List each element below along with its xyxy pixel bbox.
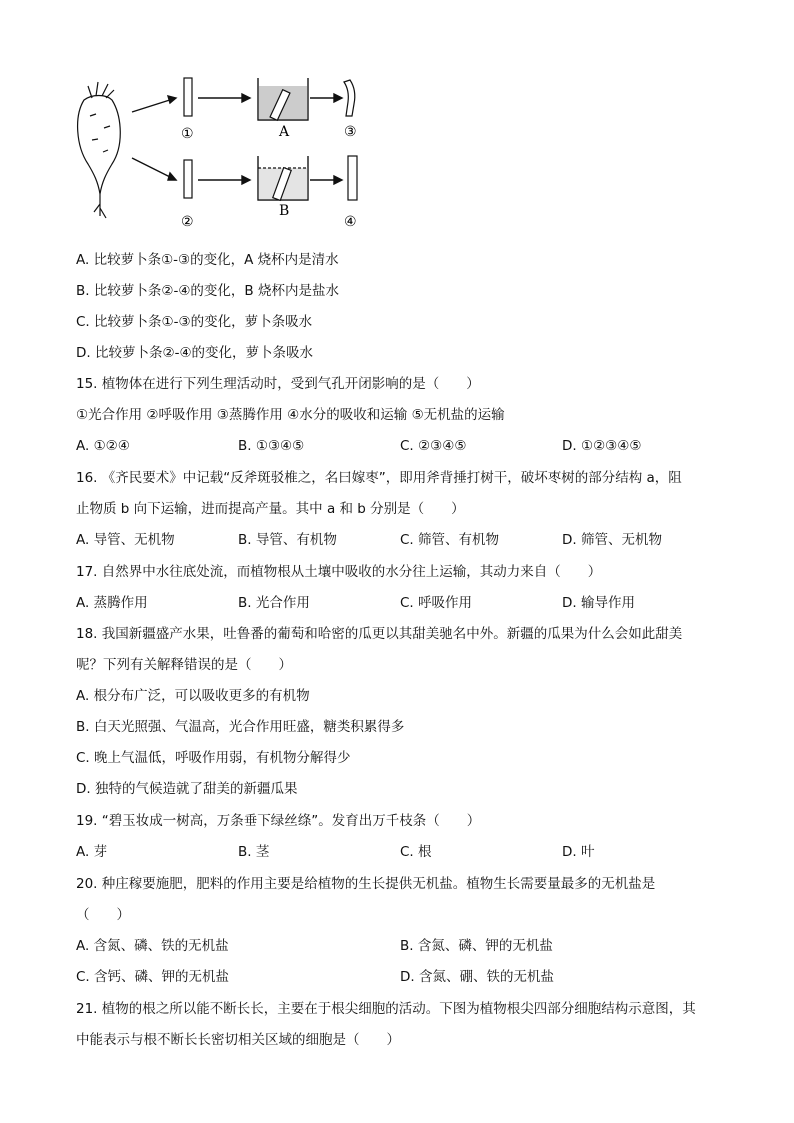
q19-option-d: D. 叶	[562, 844, 595, 860]
q20-stem-1: 20. 种庄稼要施肥，肥料的作用主要是给植物的生长提供无机盐。植物生长需要量最多的无机盐是	[76, 876, 656, 892]
label-beaker-a: A	[279, 124, 290, 140]
q16-stem-1: 16. 《齐民要术》中记载“反斧斑驳椎之，名曰嫁枣”，即用斧背捶打树干，破坏枣树的部分结构 a，阻	[76, 470, 682, 486]
q15-option-c: C. ②③④⑤	[400, 438, 467, 454]
label-beaker-b: B	[279, 203, 290, 219]
q19-stem: 19. “碧玉妆成一树高，万条垂下绿丝绦”。发育出万千枝条（ ）	[76, 813, 481, 829]
q18-option-c: C. 晚上气温低，呼吸作用弱，有机物分解得少	[76, 750, 351, 766]
q14-option-d: D. 比较萝卜条②-④的变化，萝卜条吸水	[76, 345, 314, 361]
q14-option-a: A. 比较萝卜条①-③的变化，A 烧杯内是清水	[76, 252, 339, 268]
q17-option-b: B. 光合作用	[238, 595, 310, 611]
q19-option-b: B. 茎	[238, 844, 270, 860]
q14-option-b: B. 比较萝卜条②-④的变化，B 烧杯内是盐水	[76, 283, 339, 299]
radish-illustration	[78, 82, 121, 218]
label-strip-2: ②	[181, 214, 194, 230]
radish-experiment-figure	[70, 76, 370, 236]
q15-option-d: D. ①②③④⑤	[562, 438, 642, 454]
radish-strip-4	[348, 156, 357, 200]
q16-option-c: C. 筛管、有机物	[400, 532, 500, 548]
beaker-b	[258, 156, 308, 200]
q16-stem-2: 止物质 b 向下运输，进而提高产量。其中 a 和 b 分别是（ ）	[76, 501, 465, 517]
q20-stem-2: （ ）	[76, 907, 130, 923]
q19-option-a: A. 芽	[76, 844, 108, 860]
q21-stem-1: 21. 植物的根之所以能不断长长，主要在于根尖细胞的活动。下图为植物根尖四部分细胞结构示意图，其	[76, 1001, 696, 1017]
q17-option-c: C. 呼吸作用	[400, 595, 473, 611]
q17-stem: 17. 自然界中水往底处流，而植物根从土壤中吸收的水分往上运输，其动力来自（ ）	[76, 564, 602, 580]
q16-option-d: D. 筛管、无机物	[562, 532, 662, 548]
q18-option-a: A. 根分布广泛，可以吸收更多的有机物	[76, 688, 310, 704]
q21-stem-2: 中能表示与根不断长长密切相关区域的细胞是（ ）	[76, 1032, 400, 1048]
q19-option-c: C. 根	[400, 844, 432, 860]
arrows	[132, 94, 342, 184]
q20-option-c: C. 含钙、磷、钾的无机盐	[76, 969, 230, 985]
q20-option-b: B. 含氮、磷、钾的无机盐	[400, 938, 553, 954]
q15-option-a: A. ①②④	[76, 438, 130, 454]
label-strip-4: ④	[344, 214, 357, 230]
q16-option-b: B. 导管、有机物	[238, 532, 337, 548]
radish-strip-2	[184, 160, 192, 198]
label-strip-1: ①	[181, 126, 194, 142]
beaker-a	[258, 78, 308, 120]
q18-stem-1: 18. 我国新疆盛产水果，吐鲁番的葡萄和哈密的瓜更以其甜美驰名中外。新疆的瓜果为什么会如此甜美	[76, 626, 683, 642]
q18-stem-2: 呢？下列有关解释错误的是（ ）	[76, 657, 292, 673]
q15-stem: 15. 植物体在进行下列生理活动时，受到气孔开闭影响的是（ ）	[76, 376, 480, 392]
q17-option-a: A. 蒸腾作用	[76, 595, 148, 611]
q18-option-b: B. 白天光照强、气温高，光合作用旺盛，糖类积累得多	[76, 719, 405, 735]
q18-option-d: D. 独特的气候造就了甜美的新疆瓜果	[76, 781, 298, 797]
radish-strip-1	[184, 78, 192, 116]
q15-option-b: B. ①③④⑤	[238, 438, 305, 454]
label-strip-3: ③	[344, 124, 357, 140]
q20-option-a: A. 含氮、磷、铁的无机盐	[76, 938, 229, 954]
q16-option-a: A. 导管、无机物	[76, 532, 175, 548]
q17-option-d: D. 输导作用	[562, 595, 635, 611]
radish-strip-3	[344, 80, 355, 116]
q20-option-d: D. 含氮、硼、铁的无机盐	[400, 969, 554, 985]
q15-items: ①光合作用 ②呼吸作用 ③蒸腾作用 ④水分的吸收和运输 ⑤无机盐的运输	[76, 407, 505, 423]
q14-option-c: C. 比较萝卜条①-③的变化，萝卜条吸水	[76, 314, 313, 330]
